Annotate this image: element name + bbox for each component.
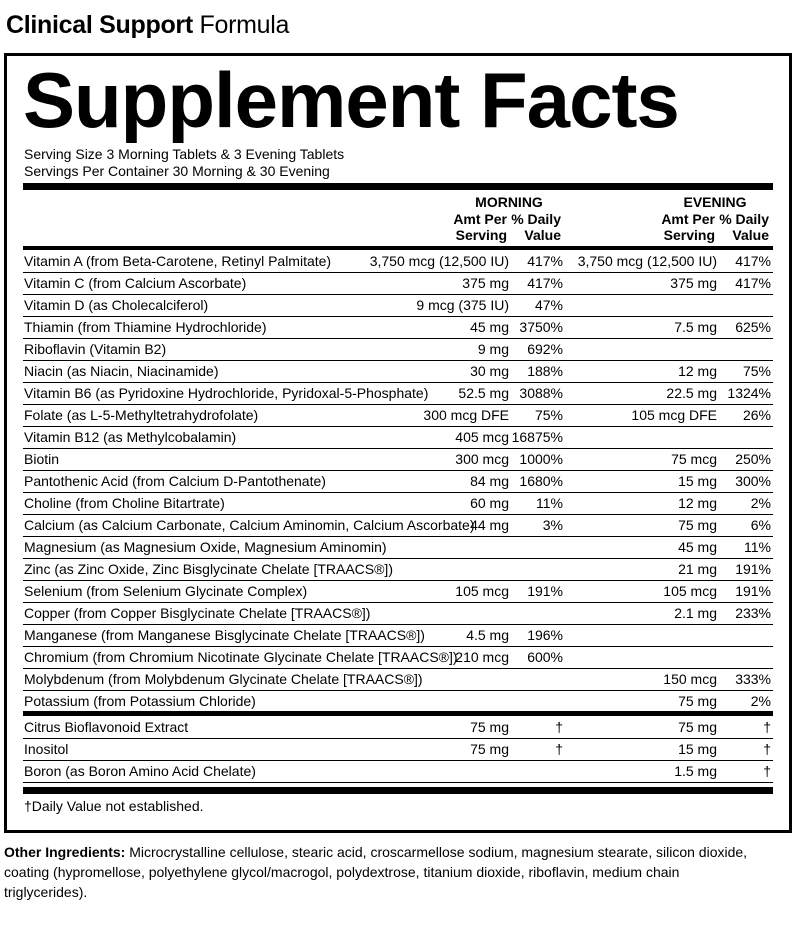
nutrient-row: [23, 426, 773, 449]
nutrient-name: Boron (as Boron Amino Acid Chelate): [24, 763, 256, 779]
thick-divider-top: [23, 183, 773, 190]
other-ingredients-label: Other Ingredients:: [4, 844, 126, 860]
nutrient-name: Manganese (from Manganese Bisglycinate Chelate [TRAACS®]): [24, 627, 425, 643]
nutrient-row: [23, 760, 773, 783]
nutrient-name: Vitamin D (as Cholecalciferol): [24, 297, 209, 313]
evening-amount: 45 mg: [678, 539, 717, 555]
evening-amount: 375 mg: [670, 275, 717, 291]
morning-amount: 210 mcg: [455, 649, 509, 665]
product-subtitle: Formula: [199, 11, 290, 39]
morning-daily-value: 188%: [527, 363, 563, 379]
nutrient-name: Vitamin B12 (as Methylcobalamin): [24, 429, 237, 445]
nutrient-name: Pantothenic Acid (from Calcium D-Pantothenate): [24, 473, 326, 489]
evening-amount: 3,750 mcg (12,500 IU): [577, 253, 717, 269]
morning-daily-value: †: [555, 719, 563, 735]
product-line-name: Clinical Support: [6, 11, 193, 39]
nutrient-name: Selenium (from Selenium Glycinate Complex): [24, 583, 308, 599]
nutrient-name: Folate (as L-5-Methyltetrahydrofolate): [24, 407, 259, 423]
nutrient-name: Molybdenum (from Molybdenum Glycinate Chelate [TRAACS®]): [24, 671, 423, 687]
nutrient-row: [23, 690, 773, 713]
nutrient-name: Potassium (from Potassium Chloride): [24, 693, 256, 709]
nutrient-name: Niacin (as Niacin, Niacinamide): [24, 363, 219, 379]
evening-amount: 7.5 mg: [674, 319, 717, 335]
daily-value-footnote: †Daily Value not established.: [24, 798, 204, 814]
other-ingredients-text: Microcrystalline cellulose, stearic acid, croscarmellose sodium, magnesium stearate, silicon dioxide, coating (hypromellose, polyethylene glycol/macrogol, polydextrose, titanium dioxide, riboflavin, medium chain triglycerides).: [4, 844, 748, 900]
nutrient-row: [23, 338, 773, 361]
morning-daily-value: 3750%: [519, 319, 563, 335]
morning-amount: 3,750 mcg (12,500 IU): [369, 253, 509, 269]
morning-amount: 9 mcg (375 IU): [416, 297, 509, 313]
nutrient-name: Citrus Bioflavonoid Extract: [24, 719, 189, 735]
evening-daily-value: 250%: [735, 451, 771, 467]
morning-daily-value: 47%: [534, 297, 563, 313]
evening-amount: 75 mg: [678, 693, 717, 709]
evening-amount: 105 mcg DFE: [631, 407, 717, 423]
morning-amount: 75 mg: [470, 741, 509, 757]
nutrient-name: Magnesium (as Magnesium Oxide, Magnesium Aminomin): [24, 539, 387, 555]
nutrient-name: Inositol: [24, 741, 69, 757]
morning-amount: 30 mg: [470, 363, 509, 379]
evening-amount: 2.1 mg: [674, 605, 717, 621]
evening-daily-value: 625%: [735, 319, 771, 335]
evening-daily-value: †: [763, 741, 771, 757]
evening-header: EVENING: [683, 194, 747, 210]
morning-amount: 52.5 mg: [458, 385, 509, 401]
morning-daily-value: 3%: [542, 517, 563, 533]
nutrient-name: Calcium (as Calcium Carbonate, Calcium Aminomin, Calcium Ascorbate): [24, 517, 475, 533]
evening-amount: 150 mcg: [663, 671, 717, 687]
evening-daily-value: 300%: [735, 473, 771, 489]
evening-amount: 75 mg: [678, 517, 717, 533]
evening-daily-value: †: [763, 763, 771, 779]
nutrient-row: [23, 360, 773, 383]
nutrient-row: [23, 294, 773, 317]
morning-amount: 75 mg: [470, 719, 509, 735]
morning-amount: 300 mcg: [455, 451, 509, 467]
evening-daily-value: †: [763, 719, 771, 735]
nutrient-name: Choline (from Choline Bitartrate): [24, 495, 225, 511]
nutrient-name: Vitamin C (from Calcium Ascorbate): [24, 275, 247, 291]
morning-amount: 60 mg: [470, 495, 509, 511]
morning-daily-value: †: [555, 741, 563, 757]
nutrient-row: [23, 382, 773, 405]
nutrient-row: [23, 646, 773, 669]
morning-daily-value: 11%: [536, 495, 563, 511]
morning-daily-value: 191%: [527, 583, 563, 599]
nutrient-name: Biotin: [24, 451, 60, 467]
evening-dv-header-2: Value: [732, 227, 769, 243]
morning-daily-value: 196%: [527, 627, 563, 643]
evening-amount: 21 mg: [678, 561, 717, 577]
nutrient-row: [23, 448, 773, 471]
nutrient-row: [23, 580, 773, 603]
morning-daily-value: 1000%: [519, 451, 563, 467]
morning-amt-header-1: Amt Per: [453, 211, 507, 227]
evening-amount: 15 mg: [678, 741, 717, 757]
morning-dv-header-2: Value: [524, 227, 561, 243]
evening-daily-value: 26%: [742, 407, 771, 423]
morning-daily-value: 3088%: [519, 385, 563, 401]
morning-amount: 44 mg: [470, 517, 509, 533]
evening-daily-value: 233%: [735, 605, 771, 621]
morning-dv-header-1: % Daily: [511, 211, 561, 227]
nutrient-row: [23, 536, 773, 559]
servings-per-container: Servings Per Container 30 Morning & 30 Evening: [24, 163, 330, 179]
evening-amount: 75 mcg: [671, 451, 717, 467]
morning-amount: 4.5 mg: [466, 627, 509, 643]
evening-amount: 12 mg: [678, 363, 717, 379]
morning-daily-value: 692%: [527, 341, 563, 357]
evening-dv-header-1: % Daily: [719, 211, 769, 227]
nutrient-row: [23, 470, 773, 493]
evening-amount: 15 mg: [678, 473, 717, 489]
evening-daily-value: 2%: [750, 693, 771, 709]
serving-size: Serving Size 3 Morning Tablets & 3 Evening Tablets: [24, 146, 345, 162]
thick-divider-bottom: [23, 787, 773, 794]
nutrient-name: Vitamin B6 (as Pyridoxine Hydrochloride, Pyridoxal-5-Phosphate): [24, 385, 429, 401]
morning-daily-value: 75%: [534, 407, 563, 423]
other-ingredients: [4, 842, 764, 902]
evening-amount: 105 mcg: [663, 583, 717, 599]
nutrient-name: Vitamin A (from Beta-Carotene, Retinyl Palmitate): [24, 253, 332, 269]
nutrient-row: [23, 316, 773, 339]
nutrient-row: [23, 514, 773, 537]
morning-daily-value: 417%: [527, 275, 563, 291]
evening-daily-value: 6%: [750, 517, 771, 533]
morning-amt-header-2: Serving: [455, 227, 507, 243]
evening-amt-header-2: Serving: [663, 227, 715, 243]
nutrient-row: [23, 492, 773, 515]
evening-daily-value: 417%: [735, 275, 771, 291]
evening-daily-value: 191%: [735, 561, 771, 577]
morning-amount: 105 mcg: [455, 583, 509, 599]
nutrient-row: [23, 250, 773, 273]
morning-daily-value: 600%: [527, 649, 563, 665]
nutrient-row: [23, 668, 773, 691]
evening-daily-value: 1324%: [727, 385, 771, 401]
nutrient-row: [23, 558, 773, 581]
nutrient-name: Copper (from Copper Bisglycinate Chelate [TRAACS®]): [24, 605, 371, 621]
nutrient-row: [23, 602, 773, 625]
morning-header: MORNING: [475, 194, 543, 210]
evening-amount: 22.5 mg: [666, 385, 717, 401]
nutrient-row: [23, 624, 773, 647]
evening-daily-value: 191%: [735, 583, 771, 599]
evening-daily-value: 2%: [750, 495, 771, 511]
morning-daily-value: 417%: [527, 253, 563, 269]
morning-amount: 9 mg: [477, 341, 509, 357]
nutrient-row: [23, 404, 773, 427]
nutrient-name: Thiamin (from Thiamine Hydrochloride): [24, 319, 267, 335]
morning-amount: 405 mcg: [455, 429, 509, 445]
nutrient-row: [23, 716, 773, 739]
nutrient-name: Riboflavin (Vitamin B2): [24, 341, 167, 357]
evening-amount: 1.5 mg: [674, 763, 717, 779]
evening-amt-header-1: Amt Per: [661, 211, 715, 227]
nutrient-row: [23, 738, 773, 761]
evening-amount: 75 mg: [678, 719, 717, 735]
evening-daily-value: 11%: [744, 539, 771, 555]
nutrient-row: [23, 272, 773, 295]
evening-daily-value: 417%: [735, 253, 771, 269]
evening-daily-value: 333%: [735, 671, 771, 687]
nutrient-name: Chromium (from Chromium Nicotinate Glycinate Chelate [TRAACS®]): [24, 649, 458, 665]
morning-amount: 300 mcg DFE: [423, 407, 509, 423]
evening-amount: 12 mg: [678, 495, 717, 511]
evening-daily-value: 75%: [742, 363, 771, 379]
morning-amount: 84 mg: [470, 473, 509, 489]
nutrient-name: Zinc (as Zinc Oxide, Zinc Bisglycinate Chelate [TRAACS®]): [24, 561, 393, 577]
panel-title: Supplement Facts: [23, 56, 679, 144]
morning-amount: 375 mg: [462, 275, 509, 291]
morning-daily-value: 1680%: [519, 473, 563, 489]
morning-daily-value: 16875%: [511, 429, 563, 445]
product-header: [6, 10, 289, 40]
morning-amount: 45 mg: [470, 319, 509, 335]
supplement-facts-panel: [4, 53, 792, 833]
